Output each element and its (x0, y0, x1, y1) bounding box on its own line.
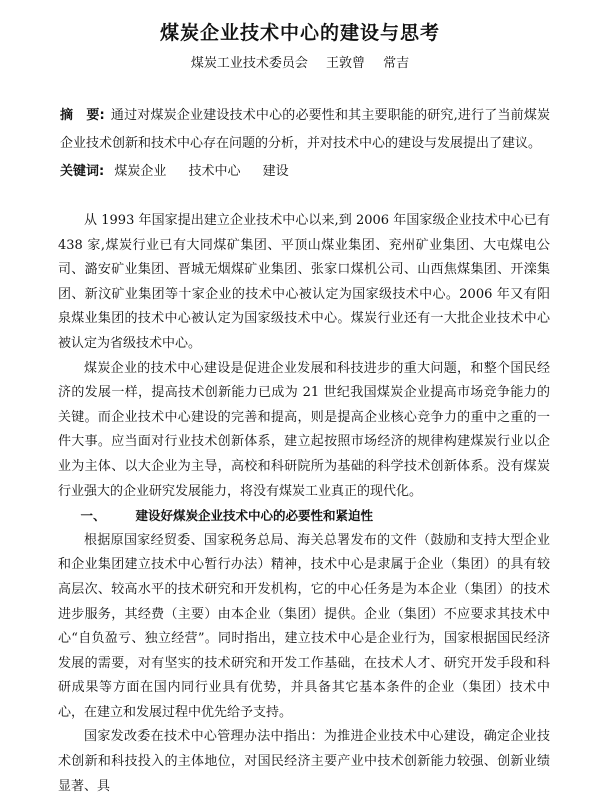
section-heading-text: 建设好煤炭企业技术中心的必要性和紧迫性 (135, 508, 374, 524)
section-heading (58, 504, 550, 529)
paragraph: 国家发改委在技术中心管理办法中指出：为推进企业技术中心建设，确定企业技术创新和科技投入的主体地位，对国民经济主要产业中技术创新能力较强、创新业绩显著、具 (58, 729, 550, 794)
paragraph: 根据原国家经贸委、国家税务总局、海关总署发布的文件（鼓励和支持大型企业和企业集团建立技术中心暂行办法）精神，技术中心是隶属于企业（集团）的具有较高层次、较高水平的技术研究和开发机构，它的中心任务是为本企业（集团）的技术进步服务，其经费（主要）由本企业（集团）提供。企业（集团）不应要求其技术中心“自负盈亏、独立经营”。同时指出，建立技术中心是企业行为，国家根据国民经济发展的需要，对有坚实的技术研究和开发工作基础，在技术人才、研究开发手段和科研成果等方面在国内同行业具有优势，并具备其它基本条件的企业（集团）技术中心，在建立和发展过程中优先给予支持。 (58, 532, 550, 720)
keyword: 技术中心 (188, 164, 241, 179)
body-text (58, 209, 550, 799)
author-organization: 煤炭工业技术委员会 (190, 56, 308, 71)
keywords-label: 关键词: (60, 164, 105, 179)
author-name: 王敦曾 (325, 56, 365, 71)
paper-title: 煤炭企业技术中心的建设与思考 (159, 22, 440, 44)
keyword: 建设 (262, 164, 289, 179)
abstract (60, 102, 550, 158)
author-line (0, 52, 600, 71)
keywords (60, 160, 550, 184)
abstract-label: 摘 要: (60, 108, 105, 123)
section-number: 一、 (80, 508, 106, 524)
paragraph: 从 1993 年国家提出建立企业技术中心以来,到 2006 年国家级企业技术中心已有 438 家,煤炭行业已有大同煤矿集团、平顶山煤业集团、兖州矿业集团、大屯煤电公司、潞安矿业集团、晋城无烟煤矿业集团、张家口煤机公司、山西焦煤集团、开滦集团、新汶矿业集团等十家企业的技术中心被认定为国家级技术中心。2006 年又有阳泉煤业集团的技术中心被认定为国家级技术中心。煤炭行业还有一大批企业技术中心被认定为省级技术中心。 (58, 213, 551, 351)
keyword: 煤炭企业 (114, 164, 167, 179)
author-name: 常吉 (383, 56, 410, 71)
abstract-text: 通过对煤炭企业建设技术中心的必要性和其主要职能的研究,进行了当前煤炭企业技术创新和技术中心存在问题的分析，并对技术中心的建设与发展提出了建议。 (60, 108, 550, 151)
paragraph: 煤炭企业的技术中心建设是促进企业发展和科技进步的重大问题，和整个国民经济的发展一样，提高技术创新能力已成为 21 世纪我国煤炭企业提高市场竞争能力的关键。而企业技术中心建设的完善和提高，则是提高企业核心竞争力的重中之重的一件大事。应当面对行业技术创新体系，建立起按照市场经济的规律构建煤炭行业以企业为主体、以大企业为主导，高校和科研院所为基础的科学技术创新体系。没有煤炭行业强大的企业研究发展能力，将没有煤炭工业真正的现代化。 (58, 360, 550, 499)
